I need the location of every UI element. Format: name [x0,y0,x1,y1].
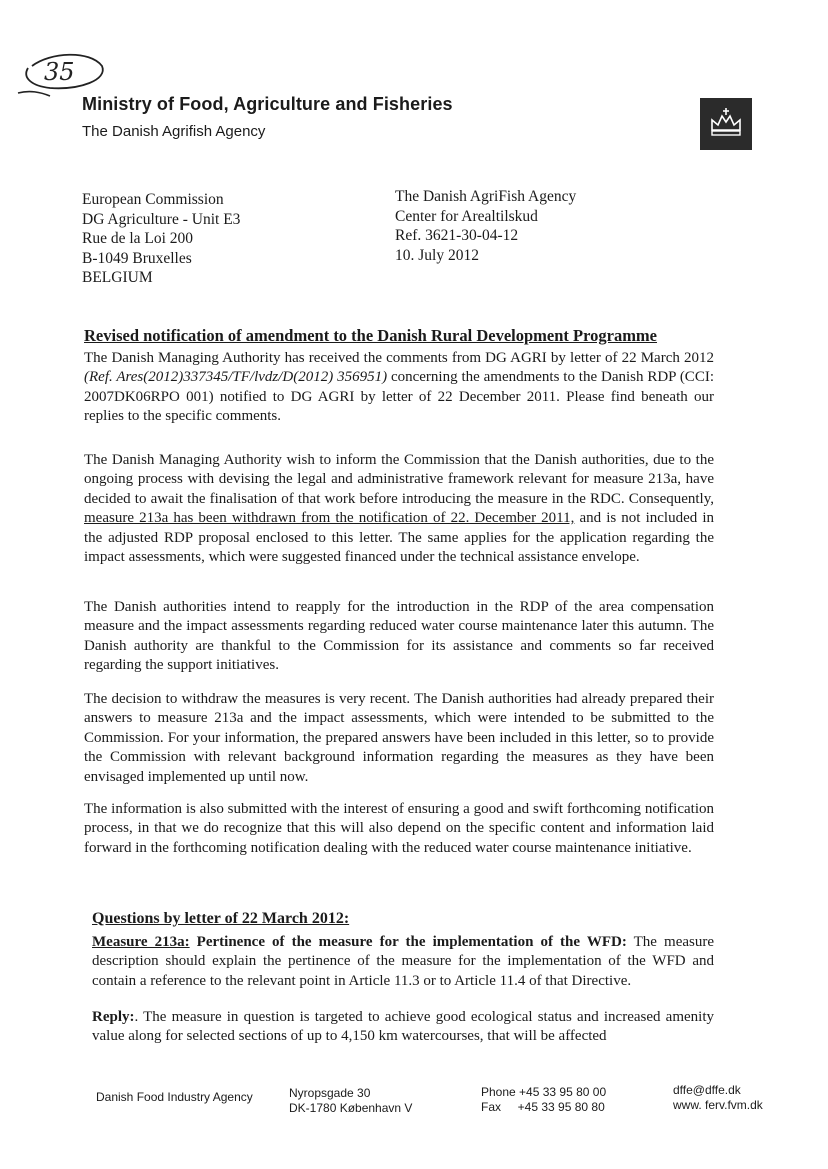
crown-crest-icon [700,98,752,150]
sender-address [395,187,576,265]
sender-line: The Danish AgriFish Agency [395,188,577,205]
paragraph-1 [84,349,714,427]
agency-name: The Danish Agrifish Agency [82,123,266,140]
handwritten-number: 35 [44,58,75,86]
paragraph-text: The Danish Managing Authority wish to inform the Commission that the Danish authorities, due to the ongoing process with devising the legal and administrative framework relevant for measure 213a, have decided to await the finalisation of that work before introducing the measure in the RDC. Consequently, [84,452,714,507]
paragraph-text: The Danish Managing Authority has received the comments from DG AGRI by letter of 22 March 2012 [84,350,714,366]
footer-city: DK-1780 København V [289,1101,413,1115]
reference-number: (Ref. Ares(2012)337345/TF/lvdz/D(2012) 356951) [84,369,388,386]
measure-text: The measure description should explain the pertinence of the measure for the implementation of the WFD and contain a reference to the relevant point in Article 11.3 or to Article 11.4 of that Directive. [92,934,714,989]
paragraph-text: concerning the amendments to the Danish RDP (CCI: 2007DK06RPO 001) notified to DG AGRI by letter of 22 December 2011. Please find beneath our replies to the specific comments. [84,369,714,425]
measure-label: Measure 213a: [92,934,190,950]
letter-date: 10. July 2012 [395,246,479,264]
paragraph-5: The information is also submitted with the interest of ensuring a good and swift forthcoming notification process, in that we do recognize that this will also depend on the specific content and information laid forward in the forthcoming notification dealing with the reduced water course maintenance initiative. [84,801,714,856]
footer-phone: Phone +45 33 95 80 00 [481,1085,607,1099]
footer-website: www. ferv.fvm.dk [673,1098,763,1112]
recipient-line: Rue de la Loi 200 [82,230,194,247]
footer-online [673,1083,763,1113]
recipient-line: B-1049 Bruxelles [82,249,192,267]
footer-fax: Fax +45 33 95 80 80 [481,1100,605,1114]
recipient-address [82,190,240,288]
reply-label: Reply: [92,1009,135,1025]
reply-text: . The measure in question is targeted to achieve good ecological status and increased amenity value along for selected sections of up to 4,150 km watercourses, that will be affected [92,1009,714,1045]
paragraph-3: The Danish authorities intend to reapply for the introduction in the RDP of the area compensation measure and the impact assessments regarding reduced water course maintenance later this autumn. The Danish authority are thankful to the Commission for its assistance and comments so far received regarding the support initiatives. [84,599,714,674]
footer-street: Nyropsgade 30 [289,1086,371,1100]
recipient-line: BELGIUM [82,269,153,286]
sender-line: Center for Arealtilskud [395,207,538,225]
footer-organisation: Danish Food Industry Agency [96,1090,253,1104]
footer-address [289,1086,412,1116]
measure-question [92,933,714,991]
footer-email: dffe@dffe.dk [673,1083,741,1097]
letter-title: Revised notification of amendment to the Danish Rural Development Programme [84,326,658,345]
questions-heading: Questions by letter of 22 March 2012: [92,910,350,927]
recipient-line: DG Agriculture - Unit E3 [82,210,241,228]
measure-heading: Pertinence of the measure for the implementation of the WFD: [189,934,627,950]
ministry-name: Ministry of Food, Agriculture and Fisheries [82,94,453,114]
footer-contact [481,1085,606,1115]
recipient-line: European Commission [82,191,224,208]
reply-block [92,1008,714,1047]
paragraph-4: The decision to withdraw the measures is very recent. The Danish authorities had already prepared their answers to measure 213a and the impact assessments, which were intended to be submitted to the Commission. For your information, the prepared answers have been included in this letter, so to provide the Commission with relevant background information regarding the measures as they have been envisaged implemented up until now. [84,691,714,785]
paragraph-2 [84,451,714,567]
underlined-statement: measure 213a has been withdrawn from the notification of 22. December 2011, [84,510,575,527]
sender-reference: Ref. 3621-30-04-12 [395,227,519,244]
paragraph-text: and is not included in the adjusted RDP proposal enclosed to this letter. The same applies for the application regarding the impact assessments, which were suggested financed under the technical assistance envelope. [84,510,714,566]
